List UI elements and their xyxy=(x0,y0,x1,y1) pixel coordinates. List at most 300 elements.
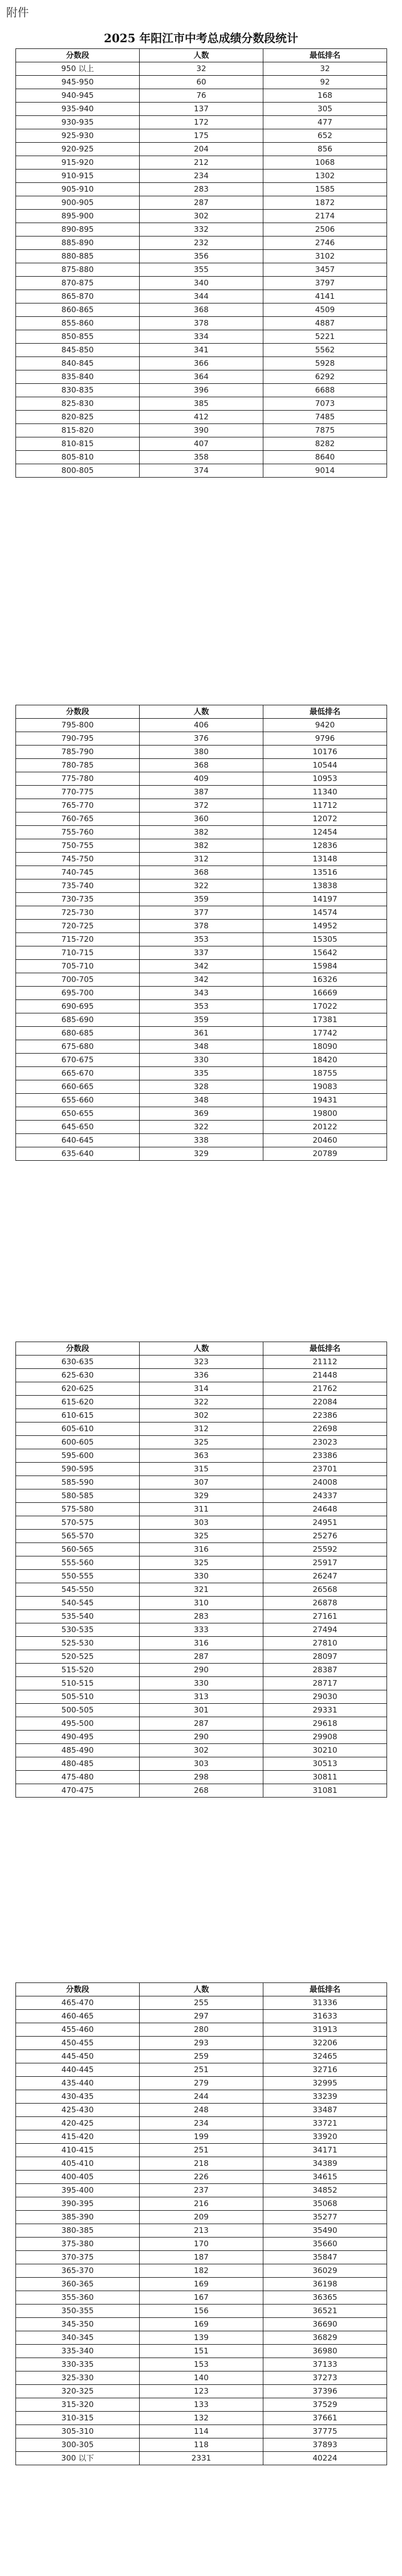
count-cell: 114 xyxy=(140,2425,263,2438)
table-row xyxy=(16,1382,387,1396)
count-cell: 248 xyxy=(140,2104,263,2117)
count-cell: 259 xyxy=(140,2050,263,2063)
count-cell: 234 xyxy=(140,170,263,183)
count-cell: 356 xyxy=(140,250,263,263)
count-cell: 322 xyxy=(140,1396,263,1409)
min-rank-cell: 37893 xyxy=(263,2438,387,2452)
count-cell: 377 xyxy=(140,906,263,920)
table-row xyxy=(16,344,387,357)
count-cell: 151 xyxy=(140,2345,263,2358)
count-cell: 359 xyxy=(140,1013,263,1027)
min-rank-cell: 652 xyxy=(263,129,387,143)
count-cell: 199 xyxy=(140,2130,263,2144)
table-row xyxy=(16,2251,387,2264)
min-rank-header: 最低排名 xyxy=(263,1983,387,1996)
table-row xyxy=(16,933,387,946)
count-cell: 212 xyxy=(140,156,263,170)
score-range-cell: 705-710 xyxy=(16,960,140,973)
score-range-cell: 685-690 xyxy=(16,1013,140,1027)
score-range-cell: 765-770 xyxy=(16,799,140,812)
table-row xyxy=(16,317,387,330)
table-row xyxy=(16,2077,387,2090)
score-range-cell: 495-500 xyxy=(16,1717,140,1731)
min-rank-cell: 19083 xyxy=(263,1080,387,1094)
count-cell: 255 xyxy=(140,1996,263,2010)
min-rank-header: 最低排名 xyxy=(263,705,387,719)
table-row xyxy=(16,156,387,170)
count-cell: 368 xyxy=(140,759,263,772)
min-rank-cell: 17022 xyxy=(263,1000,387,1013)
score-range-cell: 700-705 xyxy=(16,973,140,987)
min-rank-cell: 9014 xyxy=(263,464,387,478)
min-rank-cell: 25592 xyxy=(263,1543,387,1556)
min-rank-cell: 20460 xyxy=(263,1134,387,1147)
score-range-cell: 555-560 xyxy=(16,1556,140,1570)
min-rank-cell: 28717 xyxy=(263,1677,387,1690)
score-range-cell: 780-785 xyxy=(16,759,140,772)
min-rank-cell: 13148 xyxy=(263,853,387,866)
min-rank-cell: 35490 xyxy=(263,2224,387,2238)
min-rank-cell: 6292 xyxy=(263,370,387,384)
score-range-cell: 860-865 xyxy=(16,303,140,317)
min-rank-cell: 92 xyxy=(263,76,387,89)
table-row xyxy=(16,424,387,437)
table-row xyxy=(16,1409,387,1422)
score-range-cell: 410-415 xyxy=(16,2144,140,2157)
count-cell: 387 xyxy=(140,786,263,799)
count-cell: 251 xyxy=(140,2063,263,2077)
table-row xyxy=(16,411,387,424)
count-cell: 325 xyxy=(140,1530,263,1543)
table-row xyxy=(16,1476,387,1489)
min-rank-cell: 17742 xyxy=(263,1027,387,1040)
table-row xyxy=(16,290,387,303)
table-row xyxy=(16,1369,387,1382)
min-rank-cell: 37133 xyxy=(263,2358,387,2371)
count-cell: 251 xyxy=(140,2144,263,2157)
min-rank-cell: 37775 xyxy=(263,2425,387,2438)
count-cell: 334 xyxy=(140,330,263,344)
score-range-header: 分数段 xyxy=(16,49,140,62)
min-rank-cell: 21448 xyxy=(263,1369,387,1382)
score-range-cell: 885-890 xyxy=(16,236,140,250)
count-cell: 353 xyxy=(140,933,263,946)
min-rank-cell: 37273 xyxy=(263,2371,387,2385)
score-range-cell: 865-870 xyxy=(16,290,140,303)
table-row xyxy=(16,236,387,250)
count-cell: 287 xyxy=(140,1717,263,1731)
table-row xyxy=(16,1704,387,1717)
table-row xyxy=(16,2304,387,2318)
table-row xyxy=(16,2157,387,2171)
min-rank-cell: 36029 xyxy=(263,2264,387,2278)
table-row xyxy=(16,330,387,344)
count-cell: 283 xyxy=(140,1610,263,1623)
count-cell: 169 xyxy=(140,2318,263,2331)
count-cell: 323 xyxy=(140,1355,263,1369)
score-range-cell: 385-390 xyxy=(16,2211,140,2224)
count-cell: 187 xyxy=(140,2251,263,2264)
count-cell: 312 xyxy=(140,1422,263,1436)
score-table-page-4 xyxy=(15,1982,387,2465)
count-cell: 382 xyxy=(140,839,263,853)
score-range-cell: 690-695 xyxy=(16,1000,140,1013)
table-row xyxy=(16,2063,387,2077)
count-cell: 140 xyxy=(140,2371,263,2385)
score-range-cell: 900-905 xyxy=(16,196,140,210)
min-rank-cell: 5221 xyxy=(263,330,387,344)
min-rank-cell: 27810 xyxy=(263,1637,387,1650)
count-cell: 343 xyxy=(140,987,263,1000)
min-rank-cell: 168 xyxy=(263,89,387,103)
min-rank-cell: 36829 xyxy=(263,2331,387,2345)
count-cell: 2331 xyxy=(140,2452,263,2465)
score-range-cell: 870-875 xyxy=(16,277,140,290)
min-rank-cell: 4141 xyxy=(263,290,387,303)
count-cell: 153 xyxy=(140,2358,263,2371)
min-rank-cell: 26568 xyxy=(263,1583,387,1597)
table-row xyxy=(16,960,387,973)
score-range-cell: 895-900 xyxy=(16,210,140,223)
score-range-cell: 355-360 xyxy=(16,2291,140,2304)
table-row xyxy=(16,2104,387,2117)
table-row xyxy=(16,2385,387,2398)
header-row xyxy=(16,705,387,719)
score-range-cell: 910-915 xyxy=(16,170,140,183)
table-row xyxy=(16,451,387,464)
score-range-cell: 890-895 xyxy=(16,223,140,236)
table-row xyxy=(16,1040,387,1054)
min-rank-cell: 22698 xyxy=(263,1422,387,1436)
min-rank-cell: 19431 xyxy=(263,1094,387,1107)
score-range-cell: 850-855 xyxy=(16,330,140,344)
score-range-cell: 720-725 xyxy=(16,920,140,933)
min-rank-cell: 13838 xyxy=(263,879,387,893)
count-cell: 287 xyxy=(140,196,263,210)
table-row xyxy=(16,1583,387,1597)
table-row xyxy=(16,772,387,786)
min-rank-cell: 34852 xyxy=(263,2184,387,2197)
count-cell: 279 xyxy=(140,2077,263,2090)
score-range-cell: 825-830 xyxy=(16,397,140,411)
count-cell: 244 xyxy=(140,2090,263,2104)
count-cell: 336 xyxy=(140,1369,263,1382)
min-rank-cell: 37396 xyxy=(263,2385,387,2398)
count-cell: 234 xyxy=(140,2117,263,2130)
score-range-cell: 485-490 xyxy=(16,1744,140,1757)
count-cell: 32 xyxy=(140,62,263,76)
table-row xyxy=(16,2238,387,2251)
min-rank-cell: 37529 xyxy=(263,2398,387,2412)
count-cell: 298 xyxy=(140,1771,263,1784)
count-cell: 290 xyxy=(140,1664,263,1677)
min-rank-cell: 17381 xyxy=(263,1013,387,1027)
table-row xyxy=(16,1449,387,1463)
score-range-cell: 920-925 xyxy=(16,143,140,156)
table-row xyxy=(16,973,387,987)
table-row xyxy=(16,2171,387,2184)
min-rank-cell: 24951 xyxy=(263,1516,387,1530)
min-rank-cell: 25276 xyxy=(263,1530,387,1543)
score-range-cell: 505-510 xyxy=(16,1690,140,1704)
min-rank-cell: 28387 xyxy=(263,1664,387,1677)
table-row xyxy=(16,1489,387,1503)
min-rank-cell: 10544 xyxy=(263,759,387,772)
table-row xyxy=(16,1637,387,1650)
score-range-cell: 620-625 xyxy=(16,1382,140,1396)
min-rank-cell: 24337 xyxy=(263,1489,387,1503)
score-range-cell: 715-720 xyxy=(16,933,140,946)
count-cell: 380 xyxy=(140,745,263,759)
score-range-cell: 755-760 xyxy=(16,826,140,839)
min-rank-cell: 36365 xyxy=(263,2291,387,2304)
table-row xyxy=(16,1677,387,1690)
table-row xyxy=(16,143,387,156)
min-rank-cell: 29908 xyxy=(263,1731,387,1744)
score-range-cell: 750-755 xyxy=(16,839,140,853)
score-range-cell: 545-550 xyxy=(16,1583,140,1597)
score-range-cell: 455-460 xyxy=(16,2023,140,2037)
min-rank-cell: 26247 xyxy=(263,1570,387,1583)
min-rank-cell: 31081 xyxy=(263,1784,387,1798)
score-range-cell: 590-595 xyxy=(16,1463,140,1476)
min-rank-cell: 35847 xyxy=(263,2251,387,2264)
min-rank-cell: 856 xyxy=(263,143,387,156)
min-rank-cell: 7875 xyxy=(263,424,387,437)
score-range-cell: 815-820 xyxy=(16,424,140,437)
count-cell: 280 xyxy=(140,2023,263,2037)
min-rank-cell: 35660 xyxy=(263,2238,387,2251)
min-rank-cell: 13516 xyxy=(263,866,387,879)
table-row xyxy=(16,2345,387,2358)
min-rank-cell: 33487 xyxy=(263,2104,387,2117)
count-cell: 359 xyxy=(140,893,263,906)
count-cell: 133 xyxy=(140,2398,263,2412)
min-rank-cell: 18420 xyxy=(263,1054,387,1067)
table-row xyxy=(16,879,387,893)
min-rank-cell: 16669 xyxy=(263,987,387,1000)
score-range-cell: 760-765 xyxy=(16,812,140,826)
min-rank-header: 最低排名 xyxy=(263,1342,387,1355)
count-cell: 315 xyxy=(140,1463,263,1476)
count-cell: 390 xyxy=(140,424,263,437)
min-rank-cell: 31633 xyxy=(263,2010,387,2023)
min-rank-cell: 12072 xyxy=(263,812,387,826)
count-cell: 337 xyxy=(140,946,263,960)
min-rank-cell: 27161 xyxy=(263,1610,387,1623)
count-cell: 340 xyxy=(140,277,263,290)
score-range-cell: 905-910 xyxy=(16,183,140,196)
score-range-cell: 845-850 xyxy=(16,344,140,357)
count-cell: 209 xyxy=(140,2211,263,2224)
count-cell: 376 xyxy=(140,732,263,745)
count-cell: 283 xyxy=(140,183,263,196)
min-rank-cell: 31913 xyxy=(263,2023,387,2037)
min-rank-cell: 34171 xyxy=(263,2144,387,2157)
min-rank-cell: 29618 xyxy=(263,1717,387,1731)
table-row xyxy=(16,732,387,745)
score-table-page-3 xyxy=(15,1342,387,1798)
table-row xyxy=(16,745,387,759)
count-cell: 303 xyxy=(140,1757,263,1771)
min-rank-cell: 22386 xyxy=(263,1409,387,1422)
header-row xyxy=(16,1983,387,1996)
table-row xyxy=(16,1436,387,1449)
min-rank-cell: 36198 xyxy=(263,2278,387,2291)
table-row xyxy=(16,1422,387,1436)
count-cell: 358 xyxy=(140,451,263,464)
min-rank-cell: 8282 xyxy=(263,437,387,451)
table-row xyxy=(16,196,387,210)
count-cell: 325 xyxy=(140,1556,263,1570)
count-cell: 302 xyxy=(140,1744,263,1757)
score-range-cell: 480-485 xyxy=(16,1757,140,1771)
min-rank-header: 最低排名 xyxy=(263,49,387,62)
min-rank-cell: 23023 xyxy=(263,1436,387,1449)
count-cell: 60 xyxy=(140,76,263,89)
table-row xyxy=(16,2090,387,2104)
table-row xyxy=(16,1757,387,1771)
min-rank-cell: 21112 xyxy=(263,1355,387,1369)
score-table-page-2 xyxy=(15,705,387,1161)
count-cell: 348 xyxy=(140,1040,263,1054)
min-rank-cell: 32995 xyxy=(263,2077,387,2090)
table-row xyxy=(16,103,387,116)
table-row xyxy=(16,277,387,290)
table-row xyxy=(16,1147,387,1161)
min-rank-cell: 15642 xyxy=(263,946,387,960)
score-range-cell: 615-620 xyxy=(16,1396,140,1409)
count-cell: 175 xyxy=(140,129,263,143)
count-cell: 364 xyxy=(140,370,263,384)
count-cell: 290 xyxy=(140,1731,263,1744)
min-rank-cell: 37661 xyxy=(263,2412,387,2425)
score-range-cell: 725-730 xyxy=(16,906,140,920)
min-rank-cell: 18755 xyxy=(263,1067,387,1080)
count-cell: 313 xyxy=(140,1690,263,1704)
score-range-cell: 940-945 xyxy=(16,89,140,103)
score-range-cell: 365-370 xyxy=(16,2264,140,2278)
table-row xyxy=(16,116,387,129)
count-cell: 301 xyxy=(140,1704,263,1717)
count-cell: 123 xyxy=(140,2385,263,2398)
score-range-cell: 800-805 xyxy=(16,464,140,478)
table-row xyxy=(16,1094,387,1107)
min-rank-cell: 32716 xyxy=(263,2063,387,2077)
count-cell: 366 xyxy=(140,357,263,370)
table-row xyxy=(16,2318,387,2331)
score-range-cell: 625-630 xyxy=(16,1369,140,1382)
min-rank-cell: 29331 xyxy=(263,1704,387,1717)
count-cell: 335 xyxy=(140,1067,263,1080)
min-rank-cell: 1068 xyxy=(263,156,387,170)
min-rank-cell: 32465 xyxy=(263,2050,387,2063)
table-row xyxy=(16,2117,387,2130)
score-range-cell: 740-745 xyxy=(16,866,140,879)
table-row xyxy=(16,1121,387,1134)
score-range-cell: 790-795 xyxy=(16,732,140,745)
table-row xyxy=(16,1597,387,1610)
table-row xyxy=(16,89,387,103)
count-cell: 311 xyxy=(140,1503,263,1516)
score-range-cell: 525-530 xyxy=(16,1637,140,1650)
min-rank-cell: 11712 xyxy=(263,799,387,812)
count-cell: 307 xyxy=(140,1476,263,1489)
score-range-cell: 745-750 xyxy=(16,853,140,866)
table-row xyxy=(16,1610,387,1623)
min-rank-cell: 24648 xyxy=(263,1503,387,1516)
count-cell: 368 xyxy=(140,866,263,879)
count-cell: 330 xyxy=(140,1570,263,1583)
min-rank-cell: 25917 xyxy=(263,1556,387,1570)
table-row xyxy=(16,384,387,397)
table-row xyxy=(16,2371,387,2385)
count-cell: 268 xyxy=(140,1784,263,1798)
count-cell: 329 xyxy=(140,1489,263,1503)
min-rank-cell: 4887 xyxy=(263,317,387,330)
score-range-cell: 735-740 xyxy=(16,879,140,893)
count-cell: 378 xyxy=(140,317,263,330)
score-range-cell: 430-435 xyxy=(16,2090,140,2104)
count-cell: 316 xyxy=(140,1637,263,1650)
score-range-header: 分数段 xyxy=(16,1983,140,1996)
count-cell: 226 xyxy=(140,2171,263,2184)
count-cell: 132 xyxy=(140,2412,263,2425)
score-range-cell: 650-655 xyxy=(16,1107,140,1121)
score-range-cell: 300 以下 xyxy=(16,2452,140,2465)
min-rank-cell: 5928 xyxy=(263,357,387,370)
min-rank-cell: 30811 xyxy=(263,1771,387,1784)
count-cell: 172 xyxy=(140,116,263,129)
table-row xyxy=(16,1543,387,1556)
score-range-cell: 915-920 xyxy=(16,156,140,170)
count-cell: 325 xyxy=(140,1436,263,1449)
table-row xyxy=(16,2184,387,2197)
table-row xyxy=(16,223,387,236)
min-rank-cell: 36521 xyxy=(263,2304,387,2318)
score-range-cell: 390-395 xyxy=(16,2197,140,2211)
table-row xyxy=(16,839,387,853)
table-row xyxy=(16,1556,387,1570)
count-cell: 169 xyxy=(140,2278,263,2291)
min-rank-cell: 14574 xyxy=(263,906,387,920)
count-cell: 338 xyxy=(140,1134,263,1147)
table-row xyxy=(16,357,387,370)
score-range-cell: 730-735 xyxy=(16,893,140,906)
count-cell: 369 xyxy=(140,1107,263,1121)
score-range-cell: 380-385 xyxy=(16,2224,140,2238)
score-range-cell: 585-590 xyxy=(16,1476,140,1489)
count-cell: 382 xyxy=(140,826,263,839)
score-range-cell: 435-440 xyxy=(16,2077,140,2090)
table-row xyxy=(16,759,387,772)
count-cell: 216 xyxy=(140,2197,263,2211)
min-rank-cell: 15984 xyxy=(263,960,387,973)
count-cell: 232 xyxy=(140,236,263,250)
min-rank-cell: 6688 xyxy=(263,384,387,397)
score-range-cell: 855-860 xyxy=(16,317,140,330)
score-range-cell: 565-570 xyxy=(16,1530,140,1543)
table-row xyxy=(16,1570,387,1583)
count-cell: 316 xyxy=(140,1543,263,1556)
table-row xyxy=(16,826,387,839)
table-row xyxy=(16,2050,387,2063)
score-range-cell: 540-545 xyxy=(16,1597,140,1610)
score-range-cell: 680-685 xyxy=(16,1027,140,1040)
table-row xyxy=(16,946,387,960)
table-row xyxy=(16,2010,387,2023)
table-row xyxy=(16,1134,387,1147)
